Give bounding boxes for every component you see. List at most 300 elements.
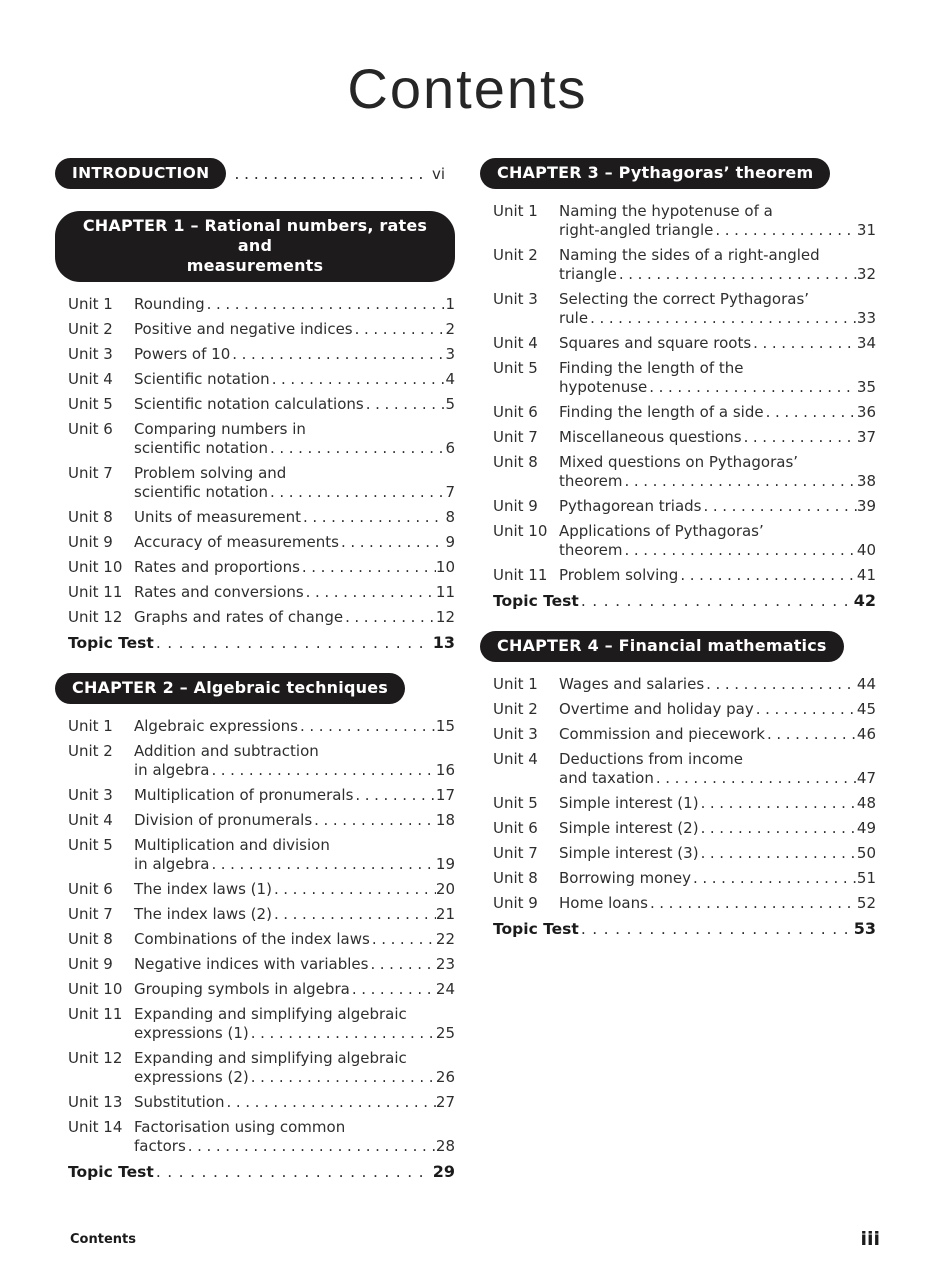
entry-title-line: Naming the sides of a right-angled — [559, 246, 820, 264]
toc-entry — [493, 700, 876, 719]
entry-last-line — [134, 811, 455, 830]
entry-title-line: Rounding — [134, 295, 205, 313]
entry-title-line: Expanding and simplifying algebraic — [134, 1049, 407, 1067]
dot-leader — [370, 930, 436, 949]
dot-leader — [754, 700, 857, 719]
dot-leader — [765, 725, 857, 744]
unit-label: Unit 10 — [68, 980, 123, 998]
entry-title — [134, 295, 455, 314]
dot-leader — [225, 1093, 436, 1112]
entry-title — [559, 202, 876, 240]
entry-title — [134, 786, 455, 805]
chapter-badge-text: CHAPTER 2 – Algebraic techniques — [72, 678, 388, 697]
entry-title-line: Finding the length of a side — [559, 403, 764, 421]
entry-last-line — [559, 769, 876, 788]
toc-entry — [68, 533, 455, 552]
toc-entry — [68, 905, 455, 924]
toc-entry — [493, 725, 876, 744]
page-number: 22 — [435, 930, 455, 948]
toc-entry — [493, 819, 876, 838]
unit-label: Unit 1 — [493, 202, 538, 220]
page-number: 33 — [856, 309, 876, 327]
dot-leader — [154, 633, 430, 653]
toc-entry — [493, 844, 876, 863]
entry-title — [559, 403, 876, 422]
entry-title-line: Overtime and holiday pay — [559, 700, 754, 718]
page-number: 3 — [445, 345, 455, 363]
toc-entry — [68, 742, 455, 780]
entry-title — [134, 930, 455, 949]
entry-last-line — [559, 472, 876, 491]
page-number: 2 — [445, 320, 455, 338]
dot-leader — [249, 1068, 436, 1087]
entry-title-line: Algebraic expressions — [134, 717, 298, 735]
entry-title — [134, 1093, 455, 1112]
topic-test-page-number: 29 — [432, 1162, 455, 1181]
unit-label: Unit 4 — [68, 370, 113, 388]
toc-entry — [493, 334, 876, 353]
entry-last-line — [134, 761, 455, 780]
dot-leader — [588, 309, 857, 328]
introduction-row — [55, 158, 455, 189]
unit-label: Unit 14 — [68, 1118, 123, 1136]
dot-leader — [209, 761, 435, 780]
page-number: 46 — [856, 725, 876, 743]
page-number: 6 — [445, 439, 455, 457]
entry-title — [559, 359, 876, 397]
toc-entry — [68, 980, 455, 999]
entry-title-line: Addition and subtraction — [134, 742, 319, 760]
entry-title — [134, 955, 455, 974]
unit-label: Unit 9 — [493, 497, 538, 515]
unit-label: Unit 3 — [493, 725, 538, 743]
chapter-badge — [55, 673, 405, 704]
dot-leader — [304, 583, 436, 602]
entry-title-line: Factorisation using common — [134, 1118, 346, 1136]
dot-leader — [268, 439, 445, 458]
toc-entry — [68, 880, 455, 899]
dot-leader — [230, 345, 445, 364]
unit-label: Unit 6 — [68, 420, 113, 438]
topic-test-label: Topic Test — [68, 634, 154, 652]
toc-entry — [493, 359, 876, 397]
entry-last-line — [134, 880, 455, 899]
entry-title-line: Commission and piecework — [559, 725, 765, 743]
entry-title — [559, 794, 876, 813]
page-number: 41 — [856, 566, 876, 584]
entry-title-line: Scientific notation — [134, 370, 270, 388]
unit-label: Unit 6 — [493, 819, 538, 837]
entry-title-line: factors — [134, 1137, 186, 1155]
entry-last-line — [134, 439, 455, 458]
entry-last-line — [559, 700, 876, 719]
dot-leader — [298, 717, 436, 736]
toc-entry — [493, 497, 876, 516]
topic-test-row — [493, 919, 876, 939]
entry-title-line: Simple interest (2) — [559, 819, 699, 837]
toc-entry — [493, 522, 876, 560]
unit-label: Unit 1 — [493, 675, 538, 693]
entry-last-line — [559, 894, 876, 913]
toc-entry — [493, 869, 876, 888]
entry-last-line — [134, 717, 455, 736]
unit-label: Unit 4 — [493, 334, 538, 352]
entry-title-line: Grouping symbols in algebra — [134, 980, 350, 998]
toc-entry — [68, 955, 455, 974]
dot-leader — [272, 880, 436, 899]
chapter-badge — [480, 158, 830, 189]
toc-entry — [493, 894, 876, 913]
chapter-badge-text: CHAPTER 3 – Pythagoras’ theorem — [497, 163, 814, 182]
entry-last-line — [134, 558, 455, 577]
entry-last-line — [134, 786, 455, 805]
entry-title — [134, 395, 455, 414]
entry-last-line — [559, 221, 876, 240]
entry-title — [134, 583, 455, 602]
dot-leader — [300, 558, 436, 577]
chapter-badge — [55, 211, 455, 282]
entry-title-line: expressions (1) — [134, 1024, 249, 1042]
entry-title — [134, 880, 455, 899]
unit-label: Unit 5 — [493, 359, 538, 377]
entry-title-line: Problem solving and — [134, 464, 287, 482]
entry-title-line: Units of measurement — [134, 508, 301, 526]
entry-last-line — [559, 725, 876, 744]
topic-test-label: Topic Test — [493, 920, 579, 938]
entry-title-line: Simple interest (1) — [559, 794, 699, 812]
page-number: 32 — [856, 265, 876, 283]
page-number: 38 — [856, 472, 876, 490]
toc-entry — [493, 566, 876, 585]
entry-title-line: theorem — [559, 541, 623, 559]
entry-title — [559, 497, 876, 516]
dot-leader — [579, 591, 851, 611]
unit-label: Unit 7 — [493, 428, 538, 446]
entry-title-line: Naming the hypotenuse of a — [559, 202, 773, 220]
entry-last-line — [559, 869, 876, 888]
toc-entry — [493, 675, 876, 694]
chapter-badge-text: measurements — [186, 256, 324, 275]
page-number: 17 — [435, 786, 455, 804]
entry-title — [559, 869, 876, 888]
dot-leader — [205, 295, 446, 314]
page-number: 50 — [856, 844, 876, 862]
dot-leader — [751, 334, 857, 353]
entry-title-line: Rates and conversions — [134, 583, 304, 601]
entry-title — [559, 894, 876, 913]
entry-last-line — [134, 395, 455, 414]
entry-title-line: Scientific notation calculations — [134, 395, 364, 413]
toc-entry — [493, 290, 876, 328]
page-number: 27 — [435, 1093, 455, 1111]
toc-entry — [68, 930, 455, 949]
entry-title-line: in algebra — [134, 761, 210, 779]
entry-title-line: Comparing numbers in — [134, 420, 306, 438]
page-number: 34 — [856, 334, 876, 352]
dot-leader — [301, 508, 445, 527]
dot-leader — [622, 472, 856, 491]
unit-label: Unit 12 — [68, 1049, 123, 1067]
unit-label: Unit 2 — [493, 246, 538, 264]
entry-last-line — [134, 905, 455, 924]
entry-title — [134, 370, 455, 389]
page-number: 26 — [435, 1068, 455, 1086]
entry-last-line — [134, 533, 455, 552]
entry-last-line — [134, 1068, 455, 1087]
page-number: 44 — [856, 675, 876, 693]
unit-label: Unit 2 — [68, 742, 113, 760]
entry-title — [134, 345, 455, 364]
unit-label: Unit 11 — [68, 583, 123, 601]
dot-leader — [154, 1162, 430, 1182]
dot-leader — [713, 221, 857, 240]
unit-label: Unit 4 — [493, 750, 538, 768]
entry-title — [134, 811, 455, 830]
dot-leader — [339, 533, 446, 552]
entry-title-line: Miscellaneous questions — [559, 428, 742, 446]
page-number: 18 — [435, 811, 455, 829]
page-number: 15 — [435, 717, 455, 735]
toc-entry — [68, 295, 455, 314]
page-number: 7 — [445, 483, 455, 501]
entry-title-line: Rates and proportions — [134, 558, 300, 576]
page-number: 5 — [445, 395, 455, 413]
unit-label: Unit 5 — [68, 395, 113, 413]
unit-label: Unit 6 — [493, 403, 538, 421]
entry-last-line — [559, 265, 876, 284]
entry-title-line: Squares and square roots — [559, 334, 752, 352]
unit-list — [480, 675, 876, 913]
entry-title-line: Accuracy of measurements — [134, 533, 339, 551]
page-number: 36 — [856, 403, 876, 421]
dot-leader — [699, 794, 857, 813]
entry-title-line: expressions (2) — [134, 1068, 249, 1086]
entry-last-line — [134, 930, 455, 949]
page-number: 39 — [856, 497, 876, 515]
toc-entry — [68, 1118, 455, 1156]
unit-label: Unit 8 — [68, 930, 113, 948]
introduction-page-number: vi — [431, 164, 445, 183]
page-number: 12 — [435, 608, 455, 626]
dot-leader — [704, 675, 857, 694]
entry-title-line: Powers of 10 — [134, 345, 231, 363]
entry-last-line — [559, 403, 876, 422]
unit-label: Unit 11 — [493, 566, 548, 584]
entry-title-line: Deductions from income — [559, 750, 743, 768]
dot-leader — [350, 980, 436, 999]
toc-entry — [68, 583, 455, 602]
toc-entry — [493, 453, 876, 491]
entry-last-line — [559, 819, 876, 838]
entry-title-line: Negative indices with variables — [134, 955, 369, 973]
entry-title-line: Expanding and simplifying algebraic — [134, 1005, 407, 1023]
unit-label: Unit 8 — [493, 453, 538, 471]
entry-title — [559, 290, 876, 328]
dot-leader — [249, 1024, 436, 1043]
topic-test-label: Topic Test — [68, 1163, 154, 1181]
entry-last-line — [134, 608, 455, 627]
page-number: 10 — [435, 558, 455, 576]
page-number: 1 — [445, 295, 455, 313]
toc-entry — [68, 1093, 455, 1112]
entry-title — [134, 980, 455, 999]
page-number: 25 — [435, 1024, 455, 1042]
page-number: 4 — [445, 370, 455, 388]
topic-test-row — [68, 633, 455, 653]
entry-title-line: Wages and salaries — [559, 675, 705, 693]
page-number: 16 — [435, 761, 455, 779]
entry-title-line: Combinations of the index laws — [134, 930, 370, 948]
toc-entry — [493, 750, 876, 788]
entry-title-line: rule — [559, 309, 589, 327]
unit-label: Unit 1 — [68, 295, 113, 313]
dot-leader — [268, 483, 445, 502]
page-number: 11 — [435, 583, 455, 601]
toc-entry — [493, 428, 876, 447]
entry-title — [134, 558, 455, 577]
dot-leader — [701, 497, 856, 516]
entry-title — [134, 742, 455, 780]
topic-test-row — [493, 591, 876, 611]
topic-test-row — [68, 1162, 455, 1182]
entry-title — [134, 533, 455, 552]
page-number: 45 — [856, 700, 876, 718]
entry-title-line: The index laws (1) — [134, 880, 272, 898]
unit-label: Unit 3 — [493, 290, 538, 308]
entry-title — [559, 844, 876, 863]
entry-last-line — [134, 320, 455, 339]
page-number: 24 — [435, 980, 455, 998]
unit-label: Unit 9 — [493, 894, 538, 912]
entry-title — [134, 464, 455, 502]
entry-last-line — [559, 497, 876, 516]
dot-leader — [622, 541, 856, 560]
dot-leader — [209, 855, 435, 874]
entry-title — [134, 1005, 455, 1043]
toc-entry — [68, 1049, 455, 1087]
entry-title — [559, 675, 876, 694]
entry-title-line: scientific notation — [134, 483, 268, 501]
entry-title-line: Mixed questions on Pythagoras’ — [559, 453, 799, 471]
entry-last-line — [559, 675, 876, 694]
footer-section-label: Contents — [70, 1232, 136, 1247]
entry-title — [134, 420, 455, 458]
unit-label: Unit 8 — [493, 869, 538, 887]
toc-entry — [68, 608, 455, 627]
toc-entry — [68, 345, 455, 364]
dot-leader — [617, 265, 857, 284]
page-number: 49 — [856, 819, 876, 837]
entry-last-line — [134, 483, 455, 502]
entry-title-line: Positive and negative indices — [134, 320, 353, 338]
entry-title — [134, 836, 455, 874]
toc-entry — [68, 464, 455, 502]
entry-title-line: Multiplication of pronumerals — [134, 786, 354, 804]
unit-label: Unit 5 — [493, 794, 538, 812]
unit-label: Unit 7 — [68, 464, 113, 482]
entry-last-line — [134, 980, 455, 999]
entry-title — [559, 700, 876, 719]
entry-title — [559, 819, 876, 838]
entry-last-line — [134, 1024, 455, 1043]
toc-entry — [68, 836, 455, 874]
dot-leader — [654, 769, 857, 788]
entry-last-line — [134, 1093, 455, 1112]
entry-title-line: Applications of Pythagoras’ — [559, 522, 764, 540]
entry-title-line: scientific notation — [134, 439, 268, 457]
page-number: 35 — [856, 378, 876, 396]
entry-title-line: hypotenuse — [559, 378, 648, 396]
unit-list — [480, 202, 876, 585]
dot-leader — [312, 811, 436, 830]
page-number: 21 — [435, 905, 455, 923]
dot-leader — [353, 786, 435, 805]
toc-entry — [68, 558, 455, 577]
page-number: 20 — [435, 880, 455, 898]
entry-title-line: triangle — [559, 265, 617, 283]
dot-leader — [364, 395, 446, 414]
page-number: 48 — [856, 794, 876, 812]
entry-title — [134, 1118, 455, 1156]
dot-leader — [764, 403, 857, 422]
topic-test-page-number: 13 — [432, 633, 455, 652]
dot-leader — [186, 1137, 436, 1156]
toc-entry — [68, 320, 455, 339]
entry-title — [559, 725, 876, 744]
page-number: 9 — [445, 533, 455, 551]
left-column — [55, 158, 455, 1202]
dot-leader — [353, 320, 446, 339]
page-number: 23 — [435, 955, 455, 973]
topic-test-page-number: 42 — [853, 591, 876, 610]
entry-title-line: The index laws (2) — [134, 905, 272, 923]
entry-last-line — [134, 370, 455, 389]
unit-list — [55, 717, 455, 1156]
page-title: Contents — [347, 57, 588, 120]
unit-label: Unit 7 — [68, 905, 113, 923]
entry-title-line: Simple interest (3) — [559, 844, 699, 862]
entry-title-line: right-angled triangle — [559, 221, 714, 239]
entry-title-line: Problem solving — [559, 566, 679, 584]
entry-title-line: Graphs and rates of change — [134, 608, 344, 626]
entry-title-line: Finding the length of the — [559, 359, 744, 377]
toc-entry — [493, 202, 876, 240]
entry-title-line: Division of pronumerals — [134, 811, 313, 829]
page-number: 40 — [856, 541, 876, 559]
entry-title — [134, 1049, 455, 1087]
unit-label: Unit 5 — [68, 836, 113, 854]
entry-last-line — [559, 541, 876, 560]
unit-label: Unit 11 — [68, 1005, 123, 1023]
toc-entry — [68, 786, 455, 805]
entry-title — [559, 522, 876, 560]
entry-title — [559, 453, 876, 491]
entry-title — [559, 566, 876, 585]
entry-last-line — [134, 955, 455, 974]
entry-last-line — [134, 345, 455, 364]
chapter-badge — [480, 631, 844, 662]
chapter-badge-text: CHAPTER 1 – Rational numbers, rates and — [82, 216, 428, 255]
unit-label: Unit 6 — [68, 880, 113, 898]
page-number: 37 — [856, 428, 876, 446]
toc-entry — [493, 246, 876, 284]
page-number: 51 — [856, 869, 876, 887]
toc-entry — [493, 794, 876, 813]
toc-entry — [68, 508, 455, 527]
unit-label: Unit 3 — [68, 345, 113, 363]
entry-title — [559, 334, 876, 353]
page-number: 19 — [435, 855, 455, 873]
